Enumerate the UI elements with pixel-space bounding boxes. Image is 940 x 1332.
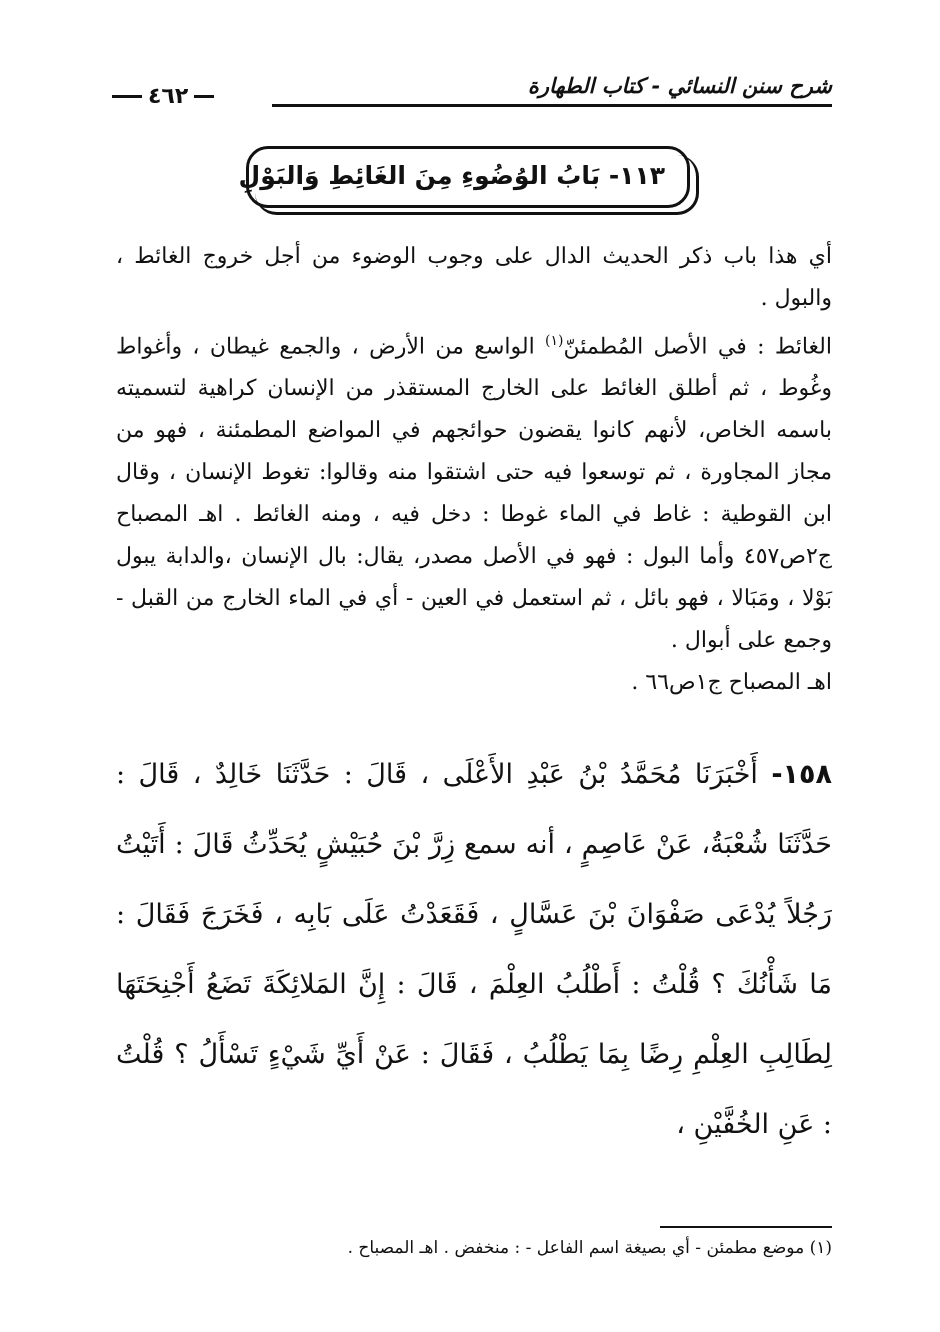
hadith-text: أَخْبَرَنَا مُحَمَّدُ بْنُ عَبْدِ الأَعْلَى ، قَالَ : حَدَّثَنَا خَالِدٌ ، قَالَ : حَدَّثَنَا شُعْبَةُ، عَنْ عَاصِمٍ ، أنه سمع زِرَّ بْنَ حُبَيْشٍ يُحَدِّثُ قَالَ : أَتَيْتُ رَجُلاً يُدْعَى صَفْوَانَ بْنَ عَسَّالٍ ، فَقَعَدْتُ عَلَى بَابِه ، فَخَرَجَ فَقَالَ : مَا شَأْنُكَ ؟ قُلْتُ : أَطْلُبُ العِلْمَ ، قَالَ : إِنَّ المَلائِكَةَ تَضَعُ أَجْنِحَتَهَا لِطَالِبِ العِلْمِ رِضًا بِمَا يَطْلُبُ ، فَقَالَ : عَنْ أَيِّ شَيْءٍ تَسْأَلُ ؟ قُلْتُ : عَنِ الخُفَّيْنِ ، bbox=[116, 759, 832, 1140]
commentary-paragraph-2-rest: الواسع من الأرض ، والجمع غيطان ، وأغواط وغُوط ، ثم أطلق الغائط على الخارج المستقذر من الإنسان كراهية لتسميته باسمه الخاص، لأنهم كانوا يقضون حوائجهم في المواضع المطمئنة ، فهو من مجاز المجاورة ، ثم توسعوا فيه حتى اشتقوا منه وقالوا: تغوط الإنسان ، وقال ابن القوطية : غاط في الماء غوطا : دخل فيه ، ومنه الغائط . اهـ المصباح ج٢ص٤٥٧ وأما البول : فهو في الأصل مصدر، يقال: بال الإنسان ،والدابة يبول بَوْلا ، ومَبَالا ، فهو بائل ، ثم استعمل في العين - أي في الماء الخارج من القبل - وجمع على أبوال . bbox=[116, 334, 832, 654]
page-number-dash-right bbox=[194, 95, 214, 98]
footnote-marker: (١) bbox=[545, 333, 564, 349]
commentary bbox=[116, 236, 832, 704]
page-number: ٤٦٢ bbox=[142, 84, 194, 109]
hadith-number: ١٥٨- bbox=[771, 759, 832, 790]
footnote-rule bbox=[660, 1226, 832, 1228]
hadith-paragraph bbox=[116, 740, 832, 1160]
page-number-block bbox=[112, 84, 214, 109]
hadith-block bbox=[116, 740, 832, 1160]
commentary-paragraph-2 bbox=[116, 320, 832, 662]
page-number-dash-left bbox=[112, 95, 142, 98]
commentary-paragraph-3: اهـ المصباح ج١ص٦٦ . bbox=[631, 670, 832, 696]
running-title: شرح سنن النسائي - كتاب الطهارة bbox=[527, 74, 832, 98]
chapter-title: ١١٣- بَابُ الوُضُوءِ مِنَ الغَائِطِ وَالبَوْلِ bbox=[238, 161, 665, 190]
footnote: (١) موضع مطمئن - أي بصيغة اسم الفاعل - : منخفض . اهـ المصباح . bbox=[347, 1238, 832, 1258]
header-rule bbox=[272, 104, 832, 107]
commentary-paragraph-2-start: الغائط : في الأصل المُطمئنّ bbox=[563, 334, 832, 360]
commentary-paragraph-1: أي هذا باب ذكر الحديث الدال على وجوب الوضوء من أجل خروج الغائط ، والبول . bbox=[116, 244, 832, 311]
chapter-heading-box bbox=[238, 146, 690, 208]
